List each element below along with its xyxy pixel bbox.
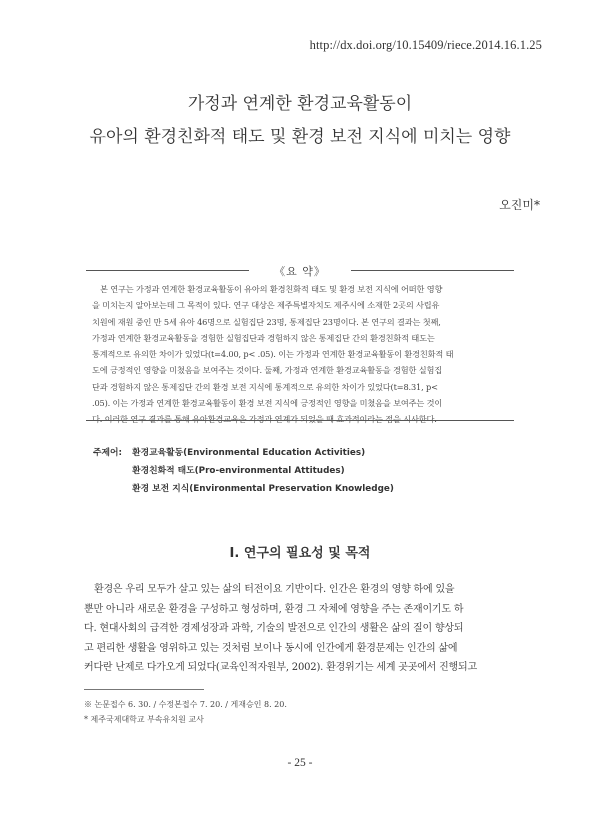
footnotes bbox=[84, 697, 287, 727]
abstract-bottom-rule bbox=[86, 420, 514, 421]
abstract-line: 을 미치는지 알아보는데 그 목적이 있다. 연구 대상은 제주특별자치도 제주시에 소재한 2곳의 사립유 bbox=[92, 300, 440, 311]
abstract-line: 통계적으로 유의한 차이가 있었다(t=4.00, p< .05). 이는 가정과 연계한 환경교육활동이 환경친화적 태 bbox=[92, 349, 454, 360]
doi-link[interactable]: http://dx.doi.org/10.15409/riece.2014.16.1.25 bbox=[309, 38, 542, 52]
abstract-line: 가정과 연계한 환경교육활동을 경험한 실험집단과 경험하지 않은 통제집단 간의 환경친화적 태도는 bbox=[92, 332, 435, 343]
keyword-item: 환경친화적 태도(Pro-environmental Attitudes) bbox=[132, 466, 345, 476]
keyword-item: 환경교육활동(Environmental Education Activities) bbox=[132, 448, 366, 458]
keyword-item: 환경 보전 지식(Environmental Preservation Knowledge) bbox=[132, 484, 394, 494]
body-line: 뿐만 아니라 새로운 환경을 구성하고 형성하며, 환경 그 자체에 영향을 주는 존재이기도 하 bbox=[84, 603, 464, 615]
body-line: 커다란 난제로 다가오게 되었다(교육인적자원부, 2002). 환경위기는 세계 곳곳에서 진행되고 bbox=[84, 662, 477, 673]
keywords-block bbox=[93, 444, 394, 498]
body-text bbox=[84, 580, 516, 678]
body-line: 다. 현대사회의 급격한 경제성장과 과학, 기술의 발전으로 인간의 생활은 삶의 질이 향상되 bbox=[84, 623, 464, 634]
abstract-line: 단과 경험하지 않은 통제집단 간의 환경 보전 지식에 통계적으로 유의한 차이가 있었다(t=8.31, p< bbox=[92, 381, 438, 392]
author-name: 오진미* bbox=[499, 198, 540, 212]
abstract-heading-rule-right bbox=[351, 270, 514, 271]
keywords-label: 주제어: bbox=[93, 448, 123, 458]
footnote-item: ※ 논문접수 6. 30. / 수정본접수 7. 20. / 게재승인 8. 20. bbox=[84, 700, 287, 709]
abstract-heading bbox=[86, 263, 514, 277]
footnote-item: * 제주국제대학교 부속유치원 교사 bbox=[84, 715, 204, 724]
abstract-line: 치원에 재원 중인 만 5세 유아 46명으로 실험집단 23명, 통제집단 23명이다. 본 연구의 결과는 첫째, bbox=[92, 316, 441, 327]
abstract-heading-label: 《요 약》 bbox=[274, 265, 326, 278]
title-line-2: 유아의 환경친화적 태도 및 환경 보전 지식에 미치는 영향 bbox=[89, 127, 511, 147]
abstract-body bbox=[92, 281, 510, 428]
abstract-line: 도에 긍정적인 영향을 미쳤음을 보여주는 것이다. 둘째, 가정과 연계한 환경교육활동을 경험한 실험집 bbox=[92, 365, 443, 376]
footnote-rule bbox=[84, 689, 204, 690]
paper-title bbox=[0, 88, 600, 154]
body-line: 고 편리한 생활을 영위하고 있는 것처럼 보이나 동시에 인간에게 환경문제는 인간의 삶에 bbox=[84, 642, 458, 654]
title-line-1: 가정과 연계한 환경교육활동이 bbox=[187, 94, 413, 114]
abstract-line: .05). 이는 가정과 연계한 환경교육활동이 환경 보전 지식에 긍정적인 영향을 미쳤음을 보여주는 것이 bbox=[92, 398, 443, 409]
page-number: - 25 - bbox=[287, 757, 313, 769]
section-heading: Ⅰ. 연구의 필요성 및 목적 bbox=[229, 546, 371, 561]
abstract-line: 본 연구는 가정과 연계한 환경교육활동이 유아의 환경친화적 태도 및 환경 보전 지식에 어떠한 영향 bbox=[100, 284, 443, 294]
body-line: 환경은 우리 모두가 살고 있는 삶의 터전이요 기반이다. 인간은 환경의 영향 하에 있을 bbox=[94, 584, 455, 595]
